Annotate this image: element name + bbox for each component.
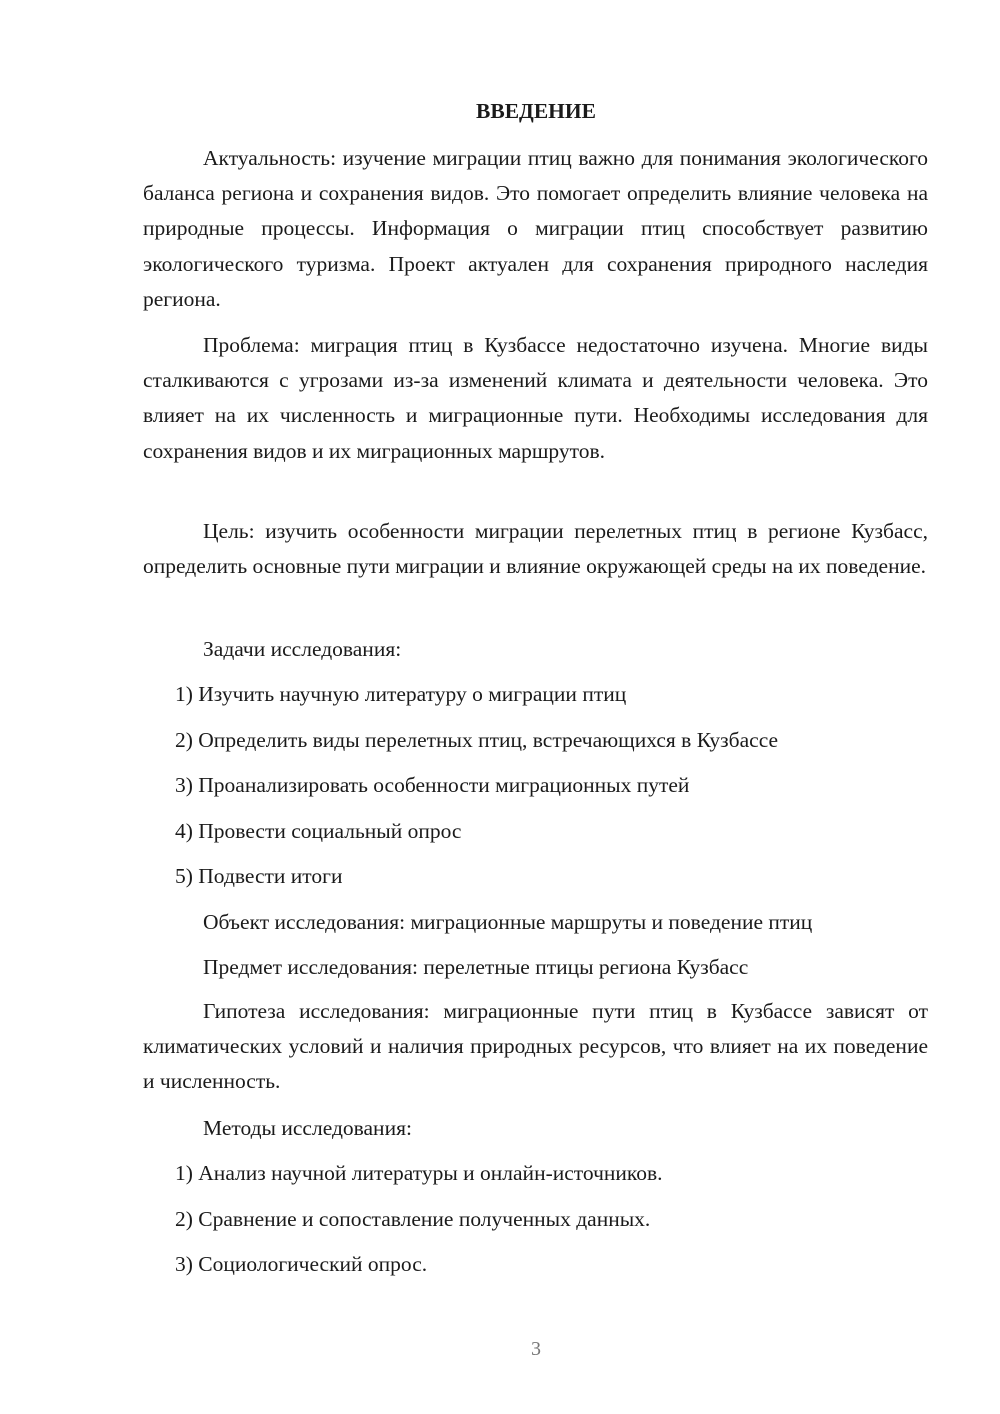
task-item: 5) Подвести итоги: [175, 864, 343, 888]
page-number: 3: [531, 1338, 541, 1360]
task-item: 2) Определить виды перелетных птиц, встречающихся в Кузбассе: [175, 728, 779, 752]
method-item: 2) Сравнение и сопоставление полученных данных.: [175, 1207, 651, 1231]
hypothesis-paragraph: Гипотеза исследования: миграционные пути птиц в Кузбассе зависят от климатических условий и наличия природных ресурсов, что влияет на их поведение и численность.: [143, 999, 928, 1094]
object-line: Объект исследования: миграционные маршруты и поведение птиц: [203, 910, 813, 934]
method-item: 3) Социологический опрос.: [175, 1252, 428, 1276]
page-title: ВВЕДЕНИЕ: [476, 99, 596, 123]
task-item: 3) Проанализировать особенности миграционных путей: [175, 773, 690, 797]
problem-paragraph: Проблема: миграция птиц в Кузбассе недостаточно изучена. Многие виды сталкиваются с угрозами из-за изменений климата и деятельности человека. Это влияет на их численность и миграционные пути. Необходимы исследования для сохранения видов и их миграционных маршрутов.: [143, 333, 928, 463]
goal-paragraph: Цель: изучить особенности миграции перелетных птиц в регионе Кузбасс, определить основные пути миграции и влияние окружающей среды на их поведение.: [143, 519, 928, 579]
task-item: 1) Изучить научную литературу о миграции птиц: [175, 682, 627, 706]
task-item: 4) Провести социальный опрос: [175, 819, 462, 843]
tasks-heading: Задачи исследования:: [203, 637, 402, 661]
subject-line: Предмет исследования: перелетные птицы региона Кузбасс: [203, 955, 749, 979]
relevance-paragraph: Актуальность: изучение миграции птиц важно для понимания экологического баланса региона и сохранения видов. Это помогает определить влияние человека на природные процессы. Информация о миграции птиц способствует развитию экологического туризма. Проект актуален для сохранения природного наследия региона.: [143, 146, 928, 311]
method-item: 1) Анализ научной литературы и онлайн-источников.: [175, 1161, 663, 1185]
methods-heading: Методы исследования:: [203, 1116, 412, 1140]
